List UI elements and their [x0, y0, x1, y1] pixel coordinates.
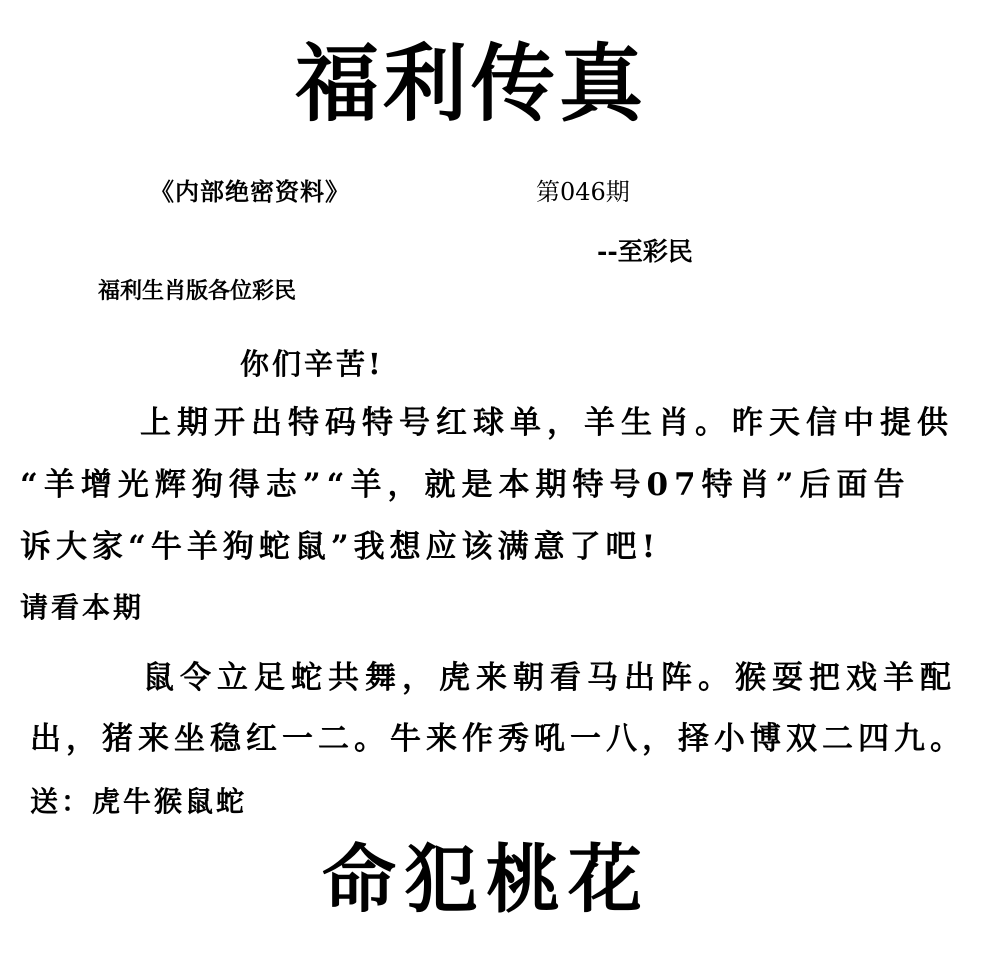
body-line-2: “羊增光辉狗得志”“羊，就是本期特号07特肖”后面告 — [20, 467, 911, 503]
body-line-3: 诉大家“牛羊狗蛇鼠”我想应该满意了吧! — [20, 529, 661, 565]
body-line-4: 请看本期 — [20, 591, 145, 624]
body-line-6: 出，猪来坐稳红一二。牛来作秀吼一八，择小博双二四九。 — [30, 721, 966, 757]
page-title: 福利传真 — [295, 34, 648, 133]
body-line-1: 上期开出特码特号红球单，羊生肖。昨天信中提供 — [140, 405, 954, 441]
document-subtitle: 《内部绝密资料》 — [150, 177, 350, 206]
greeting: 你们辛苦! — [240, 347, 384, 381]
salutation: 福利生肖版各位彩民 — [98, 278, 297, 304]
addressee-signoff: --至彩民 — [597, 237, 693, 266]
footer-motto: 命犯桃花 — [322, 837, 650, 923]
body-line-5: 鼠令立足蛇共舞，虎来朝看马出阵。猴耍把戏羊配 — [143, 660, 957, 696]
issue-number: 第046期 — [536, 178, 630, 206]
body-line-7: 送：虎牛猴鼠蛇 — [30, 785, 248, 818]
